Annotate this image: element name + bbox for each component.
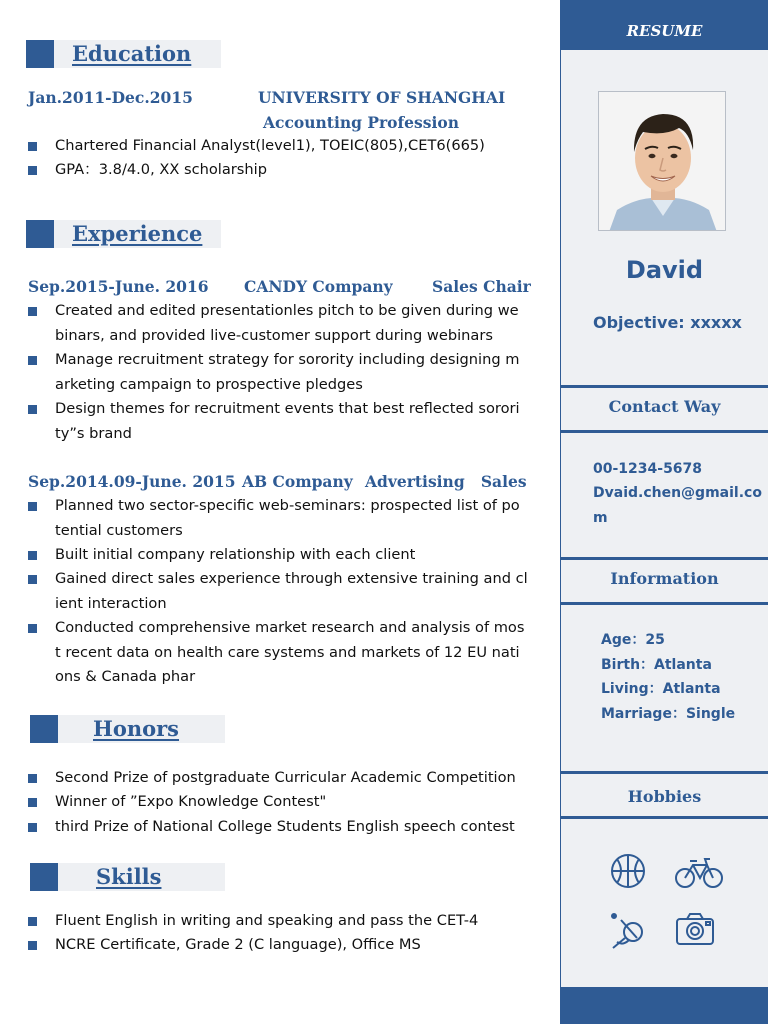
contact-title: Contact Way [608, 397, 721, 416]
skills-title: Skills [96, 864, 162, 889]
hobbies-title: Hobbies [627, 787, 702, 806]
job-date: Sep.2015-June. 2016 [28, 277, 209, 296]
education-title: Education [72, 41, 192, 66]
section-marker [26, 40, 54, 68]
sidebar-header [561, 0, 768, 50]
list-item: Created and edited presentationles pitch to be given during we binars, and provided live-customer support during webinars [28, 299, 528, 348]
job-company: AB Company [242, 472, 353, 491]
list-item: Built initial company relationship with each client [28, 543, 528, 568]
list-item: NCRE Certificate, Grade 2 (C language), Office MS [28, 933, 528, 958]
honors-title: Honors [93, 716, 180, 741]
info-birth: Birth：Atlanta [601, 656, 712, 673]
list-item: third Prize of National College Students English speech contest [28, 815, 528, 840]
info-living: Living：Atlanta [601, 681, 721, 697]
list-item: Second Prize of postgraduate Curricular Academic Competition [28, 766, 528, 791]
job-date: Sep.2014.09-June. 2015 [28, 472, 236, 491]
list-item: Fluent English in writing and speaking and pass the CET-4 [28, 909, 528, 934]
objective: Objective: xxxxx [593, 313, 742, 332]
honors-header [30, 715, 225, 743]
contact-header [561, 385, 768, 433]
section-marker [30, 715, 58, 743]
phone: 00-1234-5678 [593, 461, 703, 477]
bicycle-icon [674, 856, 724, 890]
section-marker [30, 863, 58, 891]
job-role: Sales Chair [432, 277, 531, 296]
profile-photo [598, 91, 726, 231]
list-item: Manage recruitment strategy for sorority including designing m arketing campaign to prospective pledges [28, 348, 528, 397]
information-header [561, 557, 768, 605]
education-major: Accounting Profession [263, 113, 459, 132]
list-item: Gained direct sales experience through extensive training and cl ient interaction [28, 567, 528, 616]
education-school: UNIVERSITY OF SHANGHAI [258, 88, 506, 107]
list-item: Conducted comprehensive market research and analysis of mos t recent data on health care systems and markets of 12 EU nati ons & Canada phar [28, 616, 528, 690]
info-age: Age：25 [601, 632, 665, 648]
information-title: Information [610, 569, 719, 588]
list-item: GPA：3.8/4.0, XX scholarship [28, 158, 528, 183]
hobbies-header [561, 771, 768, 819]
list-item: Winner of ”Expo Knowledge Contest" [28, 790, 528, 815]
experience-header [26, 220, 221, 248]
sidebar [560, 0, 768, 1024]
basketball-icon [609, 852, 647, 890]
experience-title: Experience [72, 221, 203, 246]
info-list [601, 628, 735, 726]
list-item: Design themes for recruitment events that best reflected sorori ty”s brand [28, 397, 528, 446]
job-company: CANDY Company [244, 277, 393, 296]
education-header [26, 40, 221, 68]
music-note-icon [609, 912, 649, 952]
list-item: Chartered Financial Analyst(level1), TOEIC(805),CET6(665) [28, 134, 528, 159]
sidebar-footer [561, 987, 768, 1024]
email: Dvaid.chen@gmail.co m [593, 485, 762, 526]
job-role: Advertising Sales [365, 472, 527, 491]
education-date: Jan.2011-Dec.2015 [28, 88, 193, 107]
section-marker [26, 220, 54, 248]
list-item: Planned two sector-specific web-seminars: prospected list of po tential customers [28, 494, 528, 543]
skills-header [30, 863, 225, 891]
profile-name: David [625, 256, 704, 284]
camera-icon [675, 912, 715, 946]
info-marriage: Marriage：Single [601, 705, 736, 722]
resume-label: RESUME [626, 22, 703, 40]
